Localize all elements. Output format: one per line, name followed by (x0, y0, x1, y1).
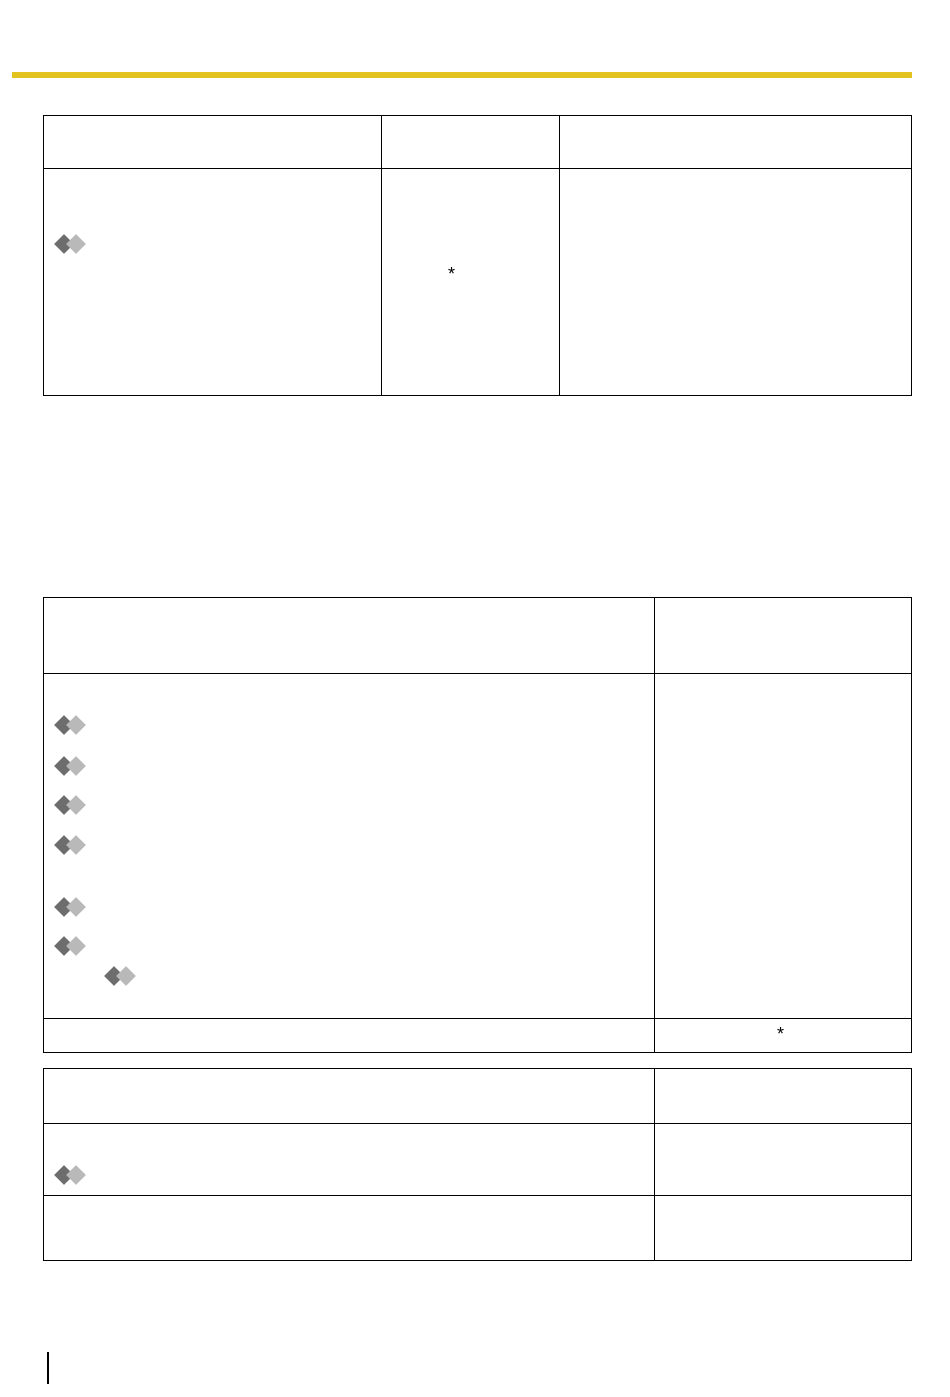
diamond-pair-icon (54, 935, 92, 957)
table-3-col-divider (654, 1068, 655, 1261)
page-edge-marker (47, 1352, 49, 1384)
table-1 (43, 115, 912, 396)
asterisk-icon: * (777, 1024, 785, 1044)
table-1-col-divider-1 (381, 115, 382, 396)
diamond-pair-icon (54, 794, 92, 816)
diamond-pair-icon (54, 1164, 92, 1186)
table-2-header-divider (43, 673, 912, 674)
header-rule (12, 72, 912, 78)
table-3-row-divider (43, 1195, 912, 1196)
table-3 (43, 1068, 912, 1261)
diamond-pair-icon (54, 896, 92, 918)
table-1-header-divider (43, 168, 912, 169)
diamond-pair-icon (54, 834, 92, 856)
asterisk-icon: * (448, 264, 456, 284)
table-2 (43, 597, 912, 1053)
diamond-pair-icon (54, 233, 92, 255)
table-1-col-divider-2 (559, 115, 560, 396)
diamond-pair-icon (54, 714, 92, 736)
table-2-col-divider (654, 597, 655, 1053)
table-3-header-divider (43, 1123, 912, 1124)
table-2-footer-divider (43, 1018, 912, 1019)
diamond-pair-icon (54, 755, 92, 777)
diamond-pair-icon (104, 965, 142, 987)
